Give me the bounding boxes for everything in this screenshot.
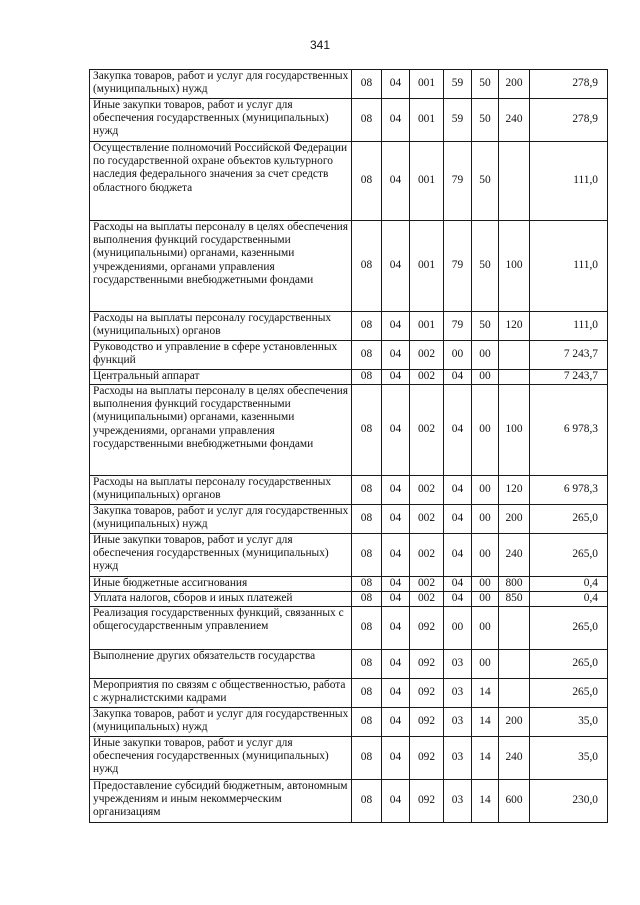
- target-code-part-2: 79: [444, 221, 472, 312]
- subsection-code: 04: [382, 607, 410, 650]
- row-name: Выполнение других обязательств государства: [90, 650, 352, 679]
- target-code-part-1: 002: [410, 592, 444, 607]
- target-code-part-2: 04: [444, 577, 472, 592]
- subsection-code: 04: [382, 708, 410, 737]
- amount: 6 978,3: [530, 385, 608, 476]
- section-code: 08: [352, 607, 382, 650]
- expense-type-code: [499, 142, 530, 221]
- target-code-part-3: 50: [472, 70, 499, 99]
- target-code-part-2: 03: [444, 679, 472, 708]
- expense-type-code: 240: [499, 737, 530, 780]
- target-code-part-2: 03: [444, 737, 472, 780]
- target-code-part-3: 14: [472, 737, 499, 780]
- target-code-part-2: 04: [444, 592, 472, 607]
- row-name: Иные бюджетные ассигнования: [90, 577, 352, 592]
- expense-type-code: 240: [499, 99, 530, 142]
- table-row: [90, 607, 608, 650]
- table-row: [90, 221, 608, 312]
- target-code-part-1: 092: [410, 737, 444, 780]
- subsection-code: 04: [382, 534, 410, 577]
- table-row: [90, 737, 608, 780]
- target-code-part-3: 00: [472, 534, 499, 577]
- row-name: Иные закупки товаров, работ и услуг для обеспечения государственных (муниципальных) нужд: [90, 99, 352, 142]
- amount: 0,4: [530, 592, 608, 607]
- target-code-part-1: 002: [410, 385, 444, 476]
- table-row: [90, 708, 608, 737]
- target-code-part-2: 04: [444, 476, 472, 505]
- target-code-part-1: 092: [410, 650, 444, 679]
- budget-table: [89, 69, 608, 823]
- subsection-code: 04: [382, 476, 410, 505]
- target-code-part-1: 092: [410, 708, 444, 737]
- expense-type-code: [499, 679, 530, 708]
- amount: 111,0: [530, 312, 608, 341]
- expense-type-code: 100: [499, 385, 530, 476]
- target-code-part-3: 00: [472, 650, 499, 679]
- subsection-code: 04: [382, 577, 410, 592]
- table-row: [90, 592, 608, 607]
- row-name: Реализация государственных функций, связанных с общегосударственным управлением: [90, 607, 352, 650]
- expense-type-code: [499, 607, 530, 650]
- target-code-part-2: 03: [444, 780, 472, 823]
- table-row: [90, 370, 608, 385]
- target-code-part-1: 092: [410, 780, 444, 823]
- amount: 111,0: [530, 221, 608, 312]
- target-code-part-1: 092: [410, 679, 444, 708]
- subsection-code: 04: [382, 70, 410, 99]
- target-code-part-3: 00: [472, 505, 499, 534]
- expense-type-code: 120: [499, 476, 530, 505]
- target-code-part-1: 092: [410, 607, 444, 650]
- amount: 265,0: [530, 505, 608, 534]
- target-code-part-1: 002: [410, 534, 444, 577]
- table-row: [90, 142, 608, 221]
- table-row: [90, 312, 608, 341]
- amount: 7 243,7: [530, 341, 608, 370]
- section-code: 08: [352, 142, 382, 221]
- target-code-part-1: 001: [410, 312, 444, 341]
- target-code-part-3: 00: [472, 476, 499, 505]
- section-code: 08: [352, 534, 382, 577]
- table-row: [90, 679, 608, 708]
- table-row: [90, 534, 608, 577]
- amount: 230,0: [530, 780, 608, 823]
- amount: 265,0: [530, 607, 608, 650]
- subsection-code: 04: [382, 737, 410, 780]
- table-row: [90, 99, 608, 142]
- row-name: Иные закупки товаров, работ и услуг для обеспечения государственных (муниципальных) нужд: [90, 737, 352, 780]
- expense-type-code: [499, 650, 530, 679]
- expense-type-code: 600: [499, 780, 530, 823]
- row-name: Руководство и управление в сфере установленных функций: [90, 341, 352, 370]
- expense-type-code: 100: [499, 221, 530, 312]
- subsection-code: 04: [382, 505, 410, 534]
- row-name: Иные закупки товаров, работ и услуг для обеспечения государственных (муниципальных) нужд: [90, 534, 352, 577]
- row-name: Центральный аппарат: [90, 370, 352, 385]
- section-code: 08: [352, 70, 382, 99]
- target-code-part-1: 002: [410, 341, 444, 370]
- row-name: Предоставление субсидий бюджетным, автономным учреждениям и иным некоммерческим организациям: [90, 780, 352, 823]
- section-code: 08: [352, 505, 382, 534]
- subsection-code: 04: [382, 99, 410, 142]
- target-code-part-3: 00: [472, 341, 499, 370]
- target-code-part-3: 00: [472, 592, 499, 607]
- section-code: 08: [352, 679, 382, 708]
- table-row: [90, 505, 608, 534]
- target-code-part-3: 14: [472, 780, 499, 823]
- expense-type-code: 200: [499, 70, 530, 99]
- expense-type-code: 800: [499, 577, 530, 592]
- expense-type-code: 120: [499, 312, 530, 341]
- amount: 35,0: [530, 708, 608, 737]
- row-name: Закупка товаров, работ и услуг для государственных (муниципальных) нужд: [90, 70, 352, 99]
- section-code: 08: [352, 370, 382, 385]
- table-row: [90, 577, 608, 592]
- row-name: Закупка товаров, работ и услуг для государственных (муниципальных) нужд: [90, 505, 352, 534]
- section-code: 08: [352, 592, 382, 607]
- row-name: Осуществление полномочий Российской Федерации по государственной охране объектов культурного наследия федерального значения за счет средств областного бюджета: [90, 142, 352, 221]
- target-code-part-2: 04: [444, 505, 472, 534]
- page-number: 341: [309, 38, 331, 52]
- target-code-part-2: 59: [444, 70, 472, 99]
- target-code-part-1: 002: [410, 577, 444, 592]
- table-row: [90, 70, 608, 99]
- table-row: [90, 780, 608, 823]
- row-name: Закупка товаров, работ и услуг для государственных (муниципальных) нужд: [90, 708, 352, 737]
- subsection-code: 04: [382, 370, 410, 385]
- amount: 265,0: [530, 534, 608, 577]
- table-row: [90, 341, 608, 370]
- section-code: 08: [352, 385, 382, 476]
- expense-type-code: 200: [499, 505, 530, 534]
- row-name: Расходы на выплаты персоналу государственных (муниципальных) органов: [90, 312, 352, 341]
- subsection-code: 04: [382, 679, 410, 708]
- target-code-part-2: 04: [444, 534, 472, 577]
- target-code-part-1: 001: [410, 142, 444, 221]
- target-code-part-3: 14: [472, 708, 499, 737]
- section-code: 08: [352, 341, 382, 370]
- section-code: 08: [352, 780, 382, 823]
- section-code: 08: [352, 312, 382, 341]
- subsection-code: 04: [382, 341, 410, 370]
- target-code-part-2: 03: [444, 650, 472, 679]
- target-code-part-3: 50: [472, 312, 499, 341]
- target-code-part-3: 00: [472, 607, 499, 650]
- row-name: Расходы на выплаты персоналу государственных (муниципальных) органов: [90, 476, 352, 505]
- target-code-part-1: 001: [410, 99, 444, 142]
- target-code-part-1: 001: [410, 221, 444, 312]
- section-code: 08: [352, 737, 382, 780]
- amount: 0,4: [530, 577, 608, 592]
- subsection-code: 04: [382, 221, 410, 312]
- row-name: Расходы на выплаты персоналу в целях обеспечения выполнения функций государственными (муниципальными) органами, казенными учреждениями, органами управления государственными внебюджетными фондами: [90, 221, 352, 312]
- target-code-part-1: 002: [410, 476, 444, 505]
- expense-type-code: [499, 370, 530, 385]
- target-code-part-3: 50: [472, 99, 499, 142]
- subsection-code: 04: [382, 780, 410, 823]
- subsection-code: 04: [382, 312, 410, 341]
- table-row: [90, 650, 608, 679]
- amount: 6 978,3: [530, 476, 608, 505]
- target-code-part-2: 00: [444, 607, 472, 650]
- expense-type-code: 200: [499, 708, 530, 737]
- target-code-part-3: 14: [472, 679, 499, 708]
- amount: 35,0: [530, 737, 608, 780]
- target-code-part-3: 50: [472, 142, 499, 221]
- table-row: [90, 476, 608, 505]
- target-code-part-3: 50: [472, 221, 499, 312]
- subsection-code: 04: [382, 592, 410, 607]
- section-code: 08: [352, 708, 382, 737]
- amount: 265,0: [530, 679, 608, 708]
- section-code: 08: [352, 650, 382, 679]
- subsection-code: 04: [382, 385, 410, 476]
- target-code-part-2: 79: [444, 312, 472, 341]
- amount: 7 243,7: [530, 370, 608, 385]
- row-name: Уплата налогов, сборов и иных платежей: [90, 592, 352, 607]
- row-name: Расходы на выплаты персоналу в целях обеспечения выполнения функций государственными (муниципальными) органами, казенными учреждениями, органами управления государственными внебюджетными фондами: [90, 385, 352, 476]
- target-code-part-1: 001: [410, 70, 444, 99]
- section-code: 08: [352, 221, 382, 312]
- table-row: [90, 385, 608, 476]
- subsection-code: 04: [382, 650, 410, 679]
- target-code-part-3: 00: [472, 385, 499, 476]
- section-code: 08: [352, 99, 382, 142]
- target-code-part-2: 79: [444, 142, 472, 221]
- target-code-part-1: 002: [410, 370, 444, 385]
- target-code-part-3: 00: [472, 577, 499, 592]
- expense-type-code: 850: [499, 592, 530, 607]
- target-code-part-2: 00: [444, 341, 472, 370]
- target-code-part-2: 04: [444, 370, 472, 385]
- expense-type-code: 240: [499, 534, 530, 577]
- target-code-part-2: 03: [444, 708, 472, 737]
- amount: 278,9: [530, 99, 608, 142]
- target-code-part-3: 00: [472, 370, 499, 385]
- section-code: 08: [352, 577, 382, 592]
- amount: 265,0: [530, 650, 608, 679]
- target-code-part-2: 59: [444, 99, 472, 142]
- amount: 111,0: [530, 142, 608, 221]
- subsection-code: 04: [382, 142, 410, 221]
- section-code: 08: [352, 476, 382, 505]
- row-name: Мероприятия по связям с общественностью, работа с журналистскими кадрами: [90, 679, 352, 708]
- amount: 278,9: [530, 70, 608, 99]
- target-code-part-1: 002: [410, 505, 444, 534]
- expense-type-code: [499, 341, 530, 370]
- target-code-part-2: 04: [444, 385, 472, 476]
